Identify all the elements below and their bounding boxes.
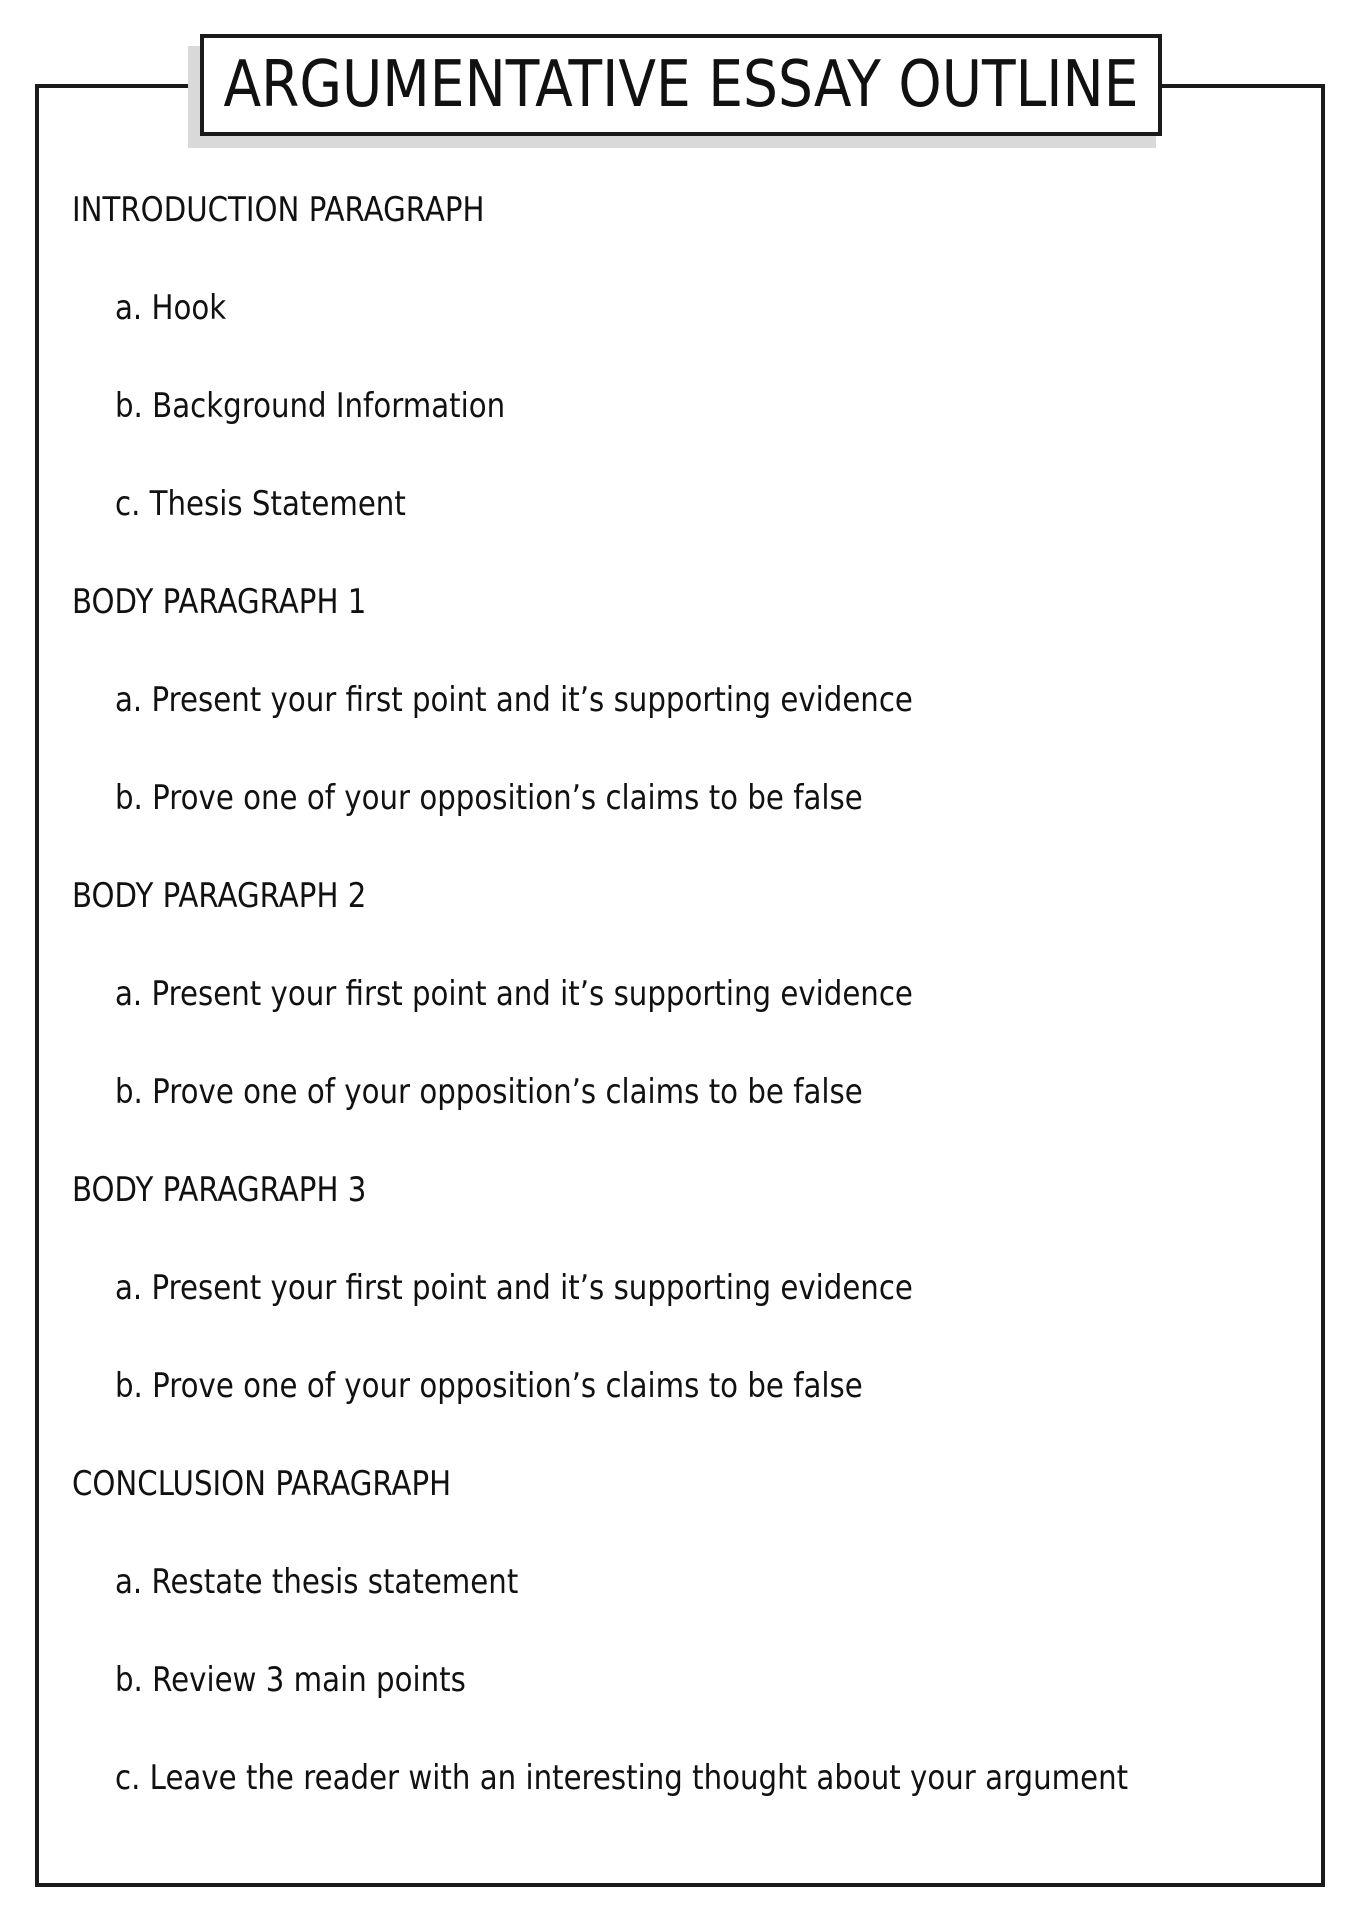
outline-item: a. Hook	[115, 288, 227, 328]
section-heading: CONCLUSION PARAGRAPH	[72, 1464, 452, 1504]
outline-item: b. Background Information	[115, 386, 506, 426]
outline-item: b. Review 3 main points	[115, 1660, 466, 1700]
outline-item: a. Present your first point and it’s supporting evidence	[115, 1268, 913, 1308]
section-heading: INTRODUCTION PARAGRAPH	[72, 190, 485, 230]
section-heading: BODY PARAGRAPH 3	[72, 1170, 367, 1210]
outline-item: a. Present your first point and it’s supporting evidence	[115, 974, 913, 1014]
section-heading: BODY PARAGRAPH 2	[72, 876, 367, 916]
outline-item: a. Present your first point and it’s supporting evidence	[115, 680, 913, 720]
outline-item: a. Restate thesis statement	[115, 1562, 519, 1602]
outline-item: b. Prove one of your opposition’s claims to be false	[115, 1072, 863, 1112]
page-title: ARGUMENTATIVE ESSAY OUTLINE	[223, 48, 1139, 122]
section-heading: BODY PARAGRAPH 1	[72, 582, 367, 622]
outline-item: b. Prove one of your opposition’s claims to be false	[115, 1366, 863, 1406]
outline-item: c. Leave the reader with an interesting thought about your argument	[115, 1758, 1129, 1798]
outline-item: c. Thesis Statement	[115, 484, 406, 524]
outline-item: b. Prove one of your opposition’s claims to be false	[115, 778, 863, 818]
